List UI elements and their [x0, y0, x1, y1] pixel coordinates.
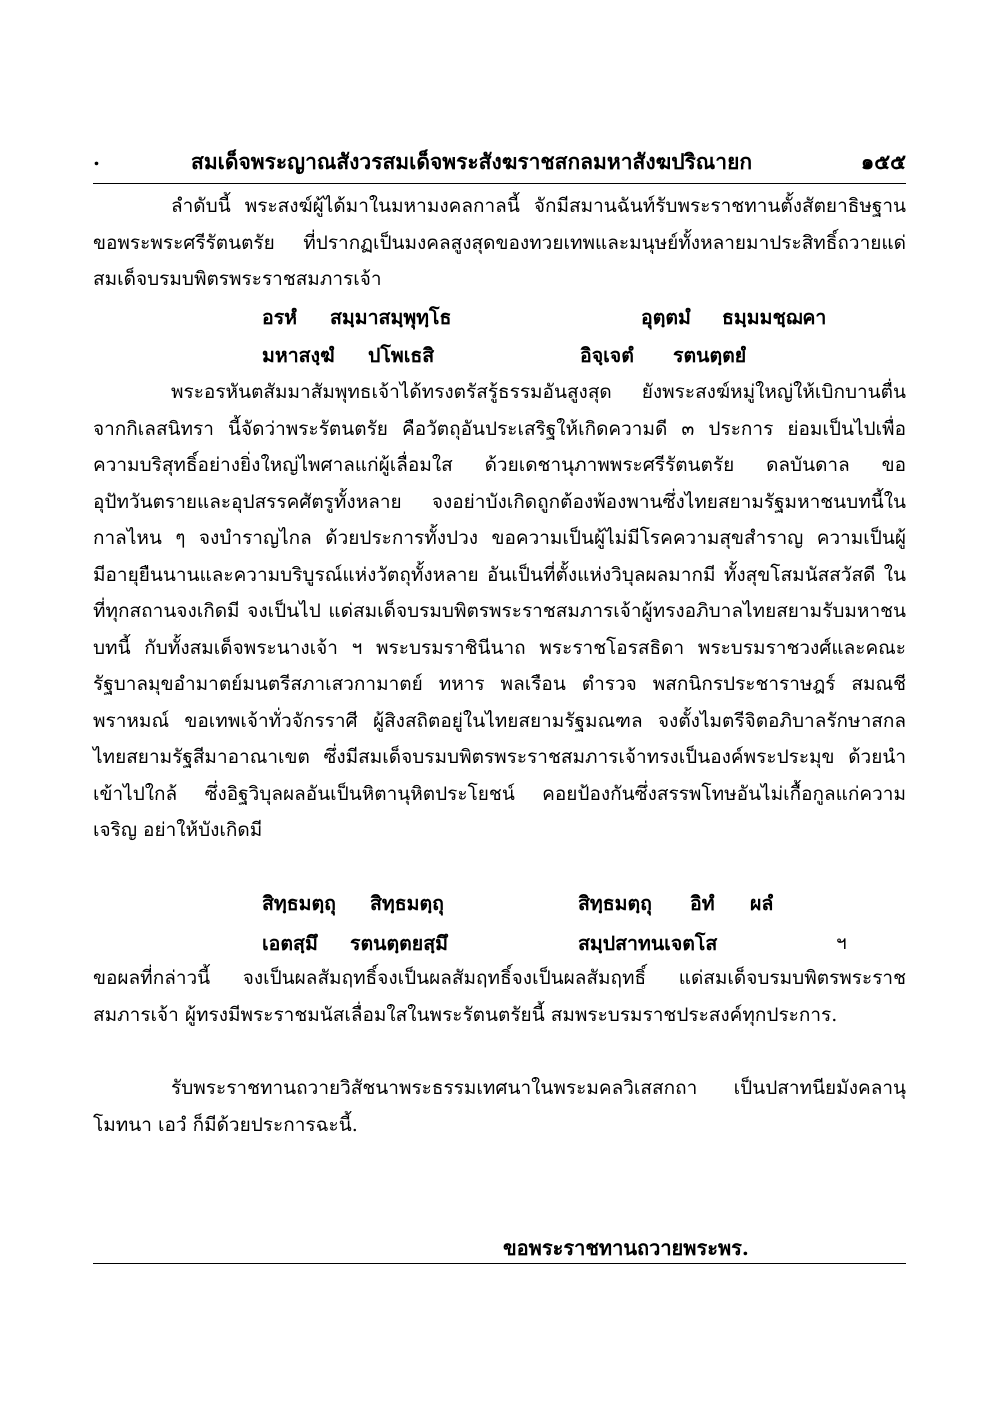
verse2-line1-word4: อิทํ [690, 892, 715, 915]
verse2-line1-word5: ผลํ [750, 892, 774, 915]
closing-salutation: ขอพระราชทานถวายพระพร. [503, 1236, 749, 1260]
paragraph-blessing: พระอรหันตสัมมาสัมพุทธเจ้าได้ทรงตรัสรู้ธรรมอันสูงสุด ยังพระสงฆ์หมู่ใหญ่ให้เบิกบานตื่นจากกิเลสนิทรา นี้จัดว่าพระรัตนตรัย คือวัตถุอันประเสริฐให้เกิดความดี ๓ ประการ ย่อมเป็นไปเพื่อความบริสุทธิ์อย่างยิ่งใหญ่ไพศาลแก่ผู้เลื่อมใส ด้วยเดชานุภาพพระศรีรัตนตรัย ดลบันดาล ขออุปัทวันตรายและอุปสรรคศัตรูทั้งหลาย จงอย่าบังเกิดถูกต้องพ้องพานซึ่งไทยสยามรัฐมหาชนบทนี้ในกาลไหน ๆ จงบำราญไกล ด้วยประการทั้งปวง ขอความเป็นผู้ไม่มีโรคความสุขสำราญ ความเป็นผู้มีอายุยืนนานและความบริบูรณ์แห่งวัตถุทั้งหลาย อันเป็นที่ตั้งแห่งวิบุลผลมากมี ทั้งสุขโสมนัสสวัสดี ในที่ทุกสถานจงเกิดมี จงเป็นไป แด่สมเด็จบรมบพิตรพระราชสมภารเจ้าผู้ทรงอภิบาลไทยสยามรับมหาชนบทนี้ กับทั้งสมเด็จพระนางเจ้า ฯ พระบรมราชินีนาถ พระราชโอรสธิดา พระบรมราชวงศ์และคณะรัฐบาลมุขอำมาตย์มนตรีสภาเสวกามาตย์ ทหาร พลเรือน ตำรวจ พสกนิกรประชาราษฎร์ สมณชีพราหมณ์ ขอเทพเจ้าทั่วจักรราศี ผู้สิงสถิตอยู่ในไทยสยามรัฐมณฑล จงตั้งไมตรีจิตอภิบาลรักษาสกลไทยสยามรัฐสีมาอาณาเขต ซึ่งมีสมเด็จบรมบพิตรพระราชสมภารเจ้าทรงเป็นองค์พระประมุข ด้วยนำเข้าไปใกล้ ซึ่งอิฐวิบุลผลอันเป็นหิตานุหิตประโยชน์ คอยป้องกันซึ่งสรรพโทษอันไม่เกื้อกูลแก่ความเจริญ อย่าให้บังเกิดมี [93, 381, 906, 841]
verse1-line2-word1: มหาสงฺฆํ [262, 344, 335, 367]
verse1-line1-word4: ธมฺมมชฺฌคา [722, 306, 827, 329]
paragraph-result: ขอผลที่กล่าวนี้ จงเป็นผลสัมฤทธิ์จงเป็นผลสัมฤทธิ์จงเป็นผลสัมฤทธิ์ แด่สมเด็จบรมบพิตรพระราชสมภารเจ้า ผู้ทรงมีพระราชมนัสเลื่อมใสในพระรัตนตรัยนี้ สมพระบรมราชประสงค์ทุกประการ. [93, 967, 906, 1026]
verse2-line1-word3: สิทฺธมตฺถุ [578, 892, 652, 915]
verse1-line2-word2: ปโพเธสิ [368, 344, 435, 367]
paragraph-intro: ลำดับนี้ พระสงฆ์ผู้ได้มาในมหามงคลกาลนี้ จักมีสมานฉันท์รับพระราชทานตั้งสัตยาธิษฐาน ขอพระพระศรีรัตนตรัย ที่ปรากฏเป็นมงคลสูงสุดของทวยเทพและมนุษย์ทั้งหลายมาประสิทธิ์ถวายแด่สมเด็จบรมบพิตรพระราชสมภารเจ้า [93, 195, 906, 290]
verse1-line2-word3: อิจฺเจตํ [580, 344, 634, 367]
header-dot: . [93, 146, 100, 170]
header-rule [93, 183, 906, 184]
verse2-end-mark: ฯ [836, 932, 847, 954]
header-title: สมเด็จพระญาณสังวรสมเด็จพระสังฆราชสกลมหาสังฆปริณายก [191, 149, 753, 174]
running-header [93, 146, 906, 180]
verse1-line1-word1: อรหํ [262, 306, 298, 329]
verse2-line1-word2: สิทฺธมตฺถุ [370, 892, 444, 915]
verse2-line2-word1: เอตสฺมึ [262, 932, 318, 955]
verse1-line2-word4: รตนตฺตยํ [673, 344, 747, 367]
verse1-line1-word3: อุตฺตมํ [641, 306, 691, 329]
footer-rule [93, 1263, 906, 1264]
verse2-line2-word2: รตนตฺตยสฺมึ [350, 932, 448, 955]
verse2-line1-word1: สิทฺธมตฺถุ [262, 892, 336, 915]
verse2-line2-word3: สมฺปสาทนเจตโส [578, 932, 718, 955]
paragraph-conclusion: รับพระราชทานถวายวิสัชนาพระธรรมเทศนาในพระมคลวิเสสกถา เป็นปสาทนียมังคลานุโมทนา เอวํ ก็มีด้วยประการฉะนี้. [93, 1077, 906, 1136]
page-number: ๑๕๕ [860, 149, 906, 174]
verse1-line1-word2: สมฺมาสมฺพุทฺโธ [330, 306, 452, 329]
